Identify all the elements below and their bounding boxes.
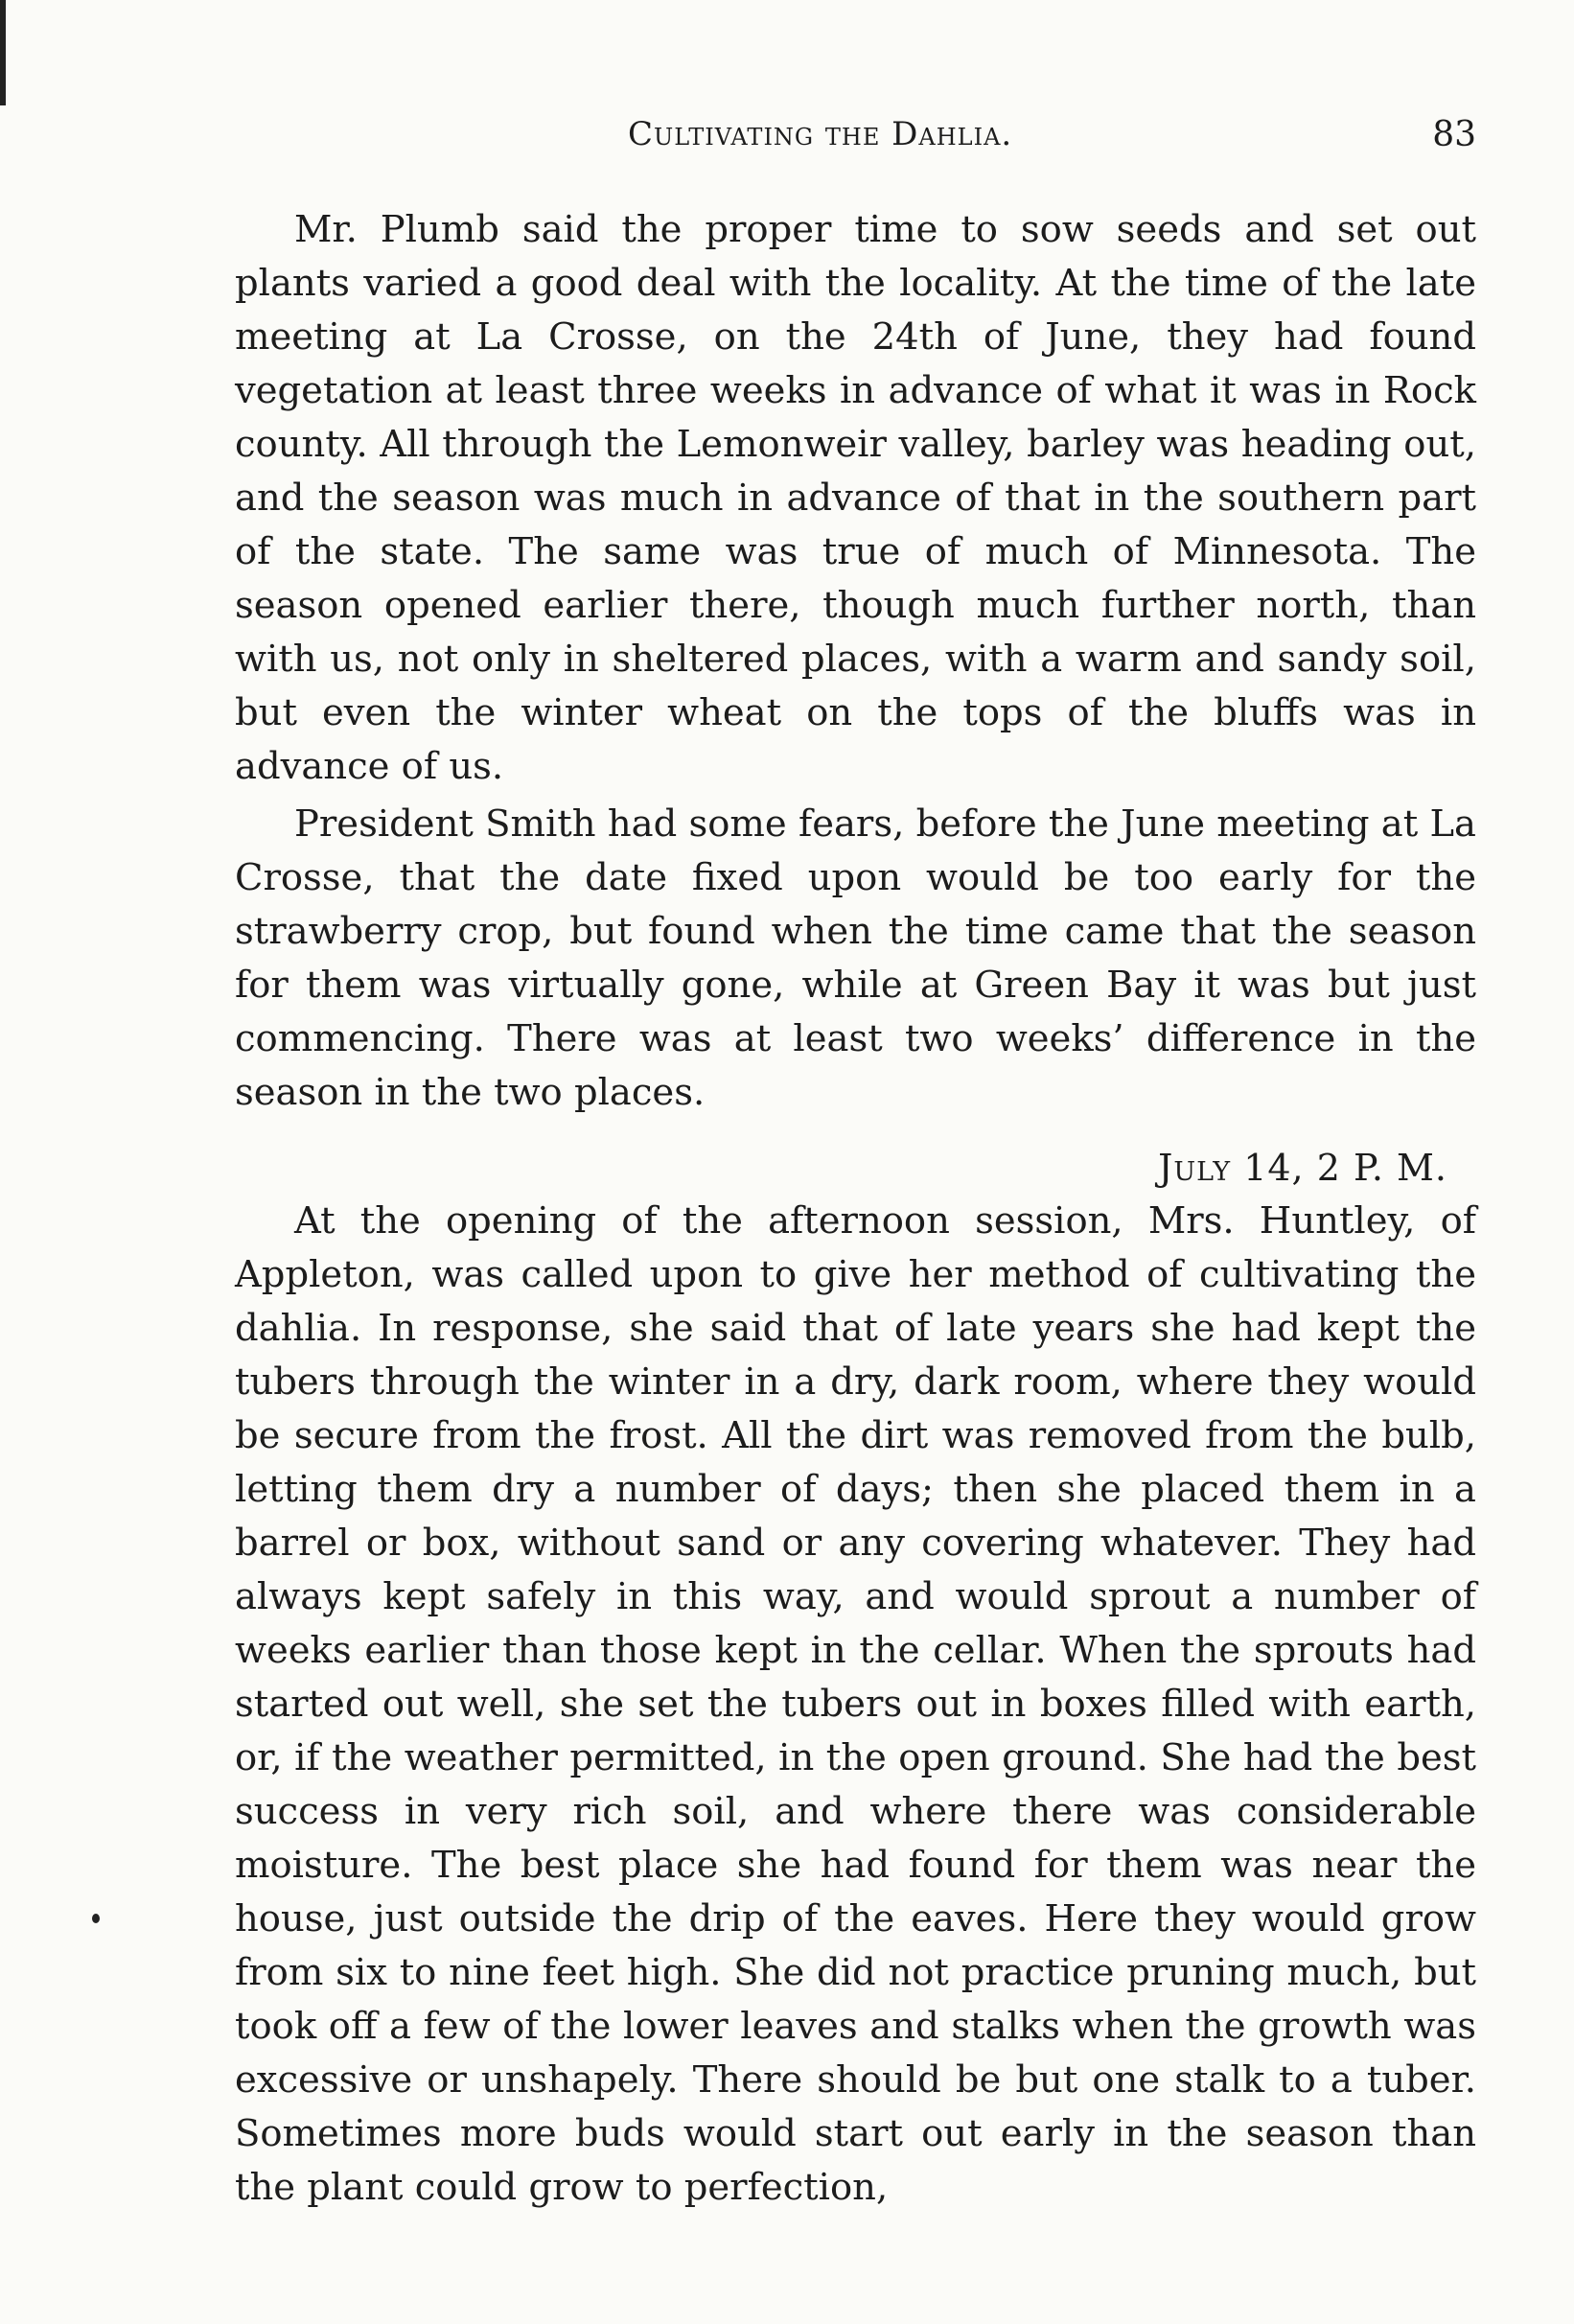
binding-edge	[0, 0, 6, 105]
paragraph-smith: President Smith had some fears, before the June meeting at La Crosse, that the date fixed upon would be too early for the strawberry crop, but found when the time came that the season for them was virtually gone, while at Green Bay it was but just commencing. There was at least two weeks’ difference in the season in the two places.	[235, 802, 1476, 1114]
margin-mark	[92, 1914, 100, 1923]
running-title: Cultivating the Dahlia.	[628, 115, 1013, 153]
running-header	[235, 115, 1476, 182]
dateline-time: 14, 2 P. M.	[1231, 1147, 1447, 1189]
session-dateline	[235, 1141, 1447, 1195]
book-page	[235, 115, 1476, 2215]
paragraph-plumb: Mr. Plumb said the proper time to sow seeds and set out plants varied a good deal with the locality. At the time of the late meeting at La Crosse, on the 24th of June, they had found vegetation at least three weeks in advance of what it was in Rock county. All through the Lemonweir valley, barley was heading out, and the season was much in advance of that in the southern part of the state. The same was true of much of Minnesota. The season opened earlier there, though much further north, than with us, not only in sheltered places, with a warm and sandy soil, but even the winter wheat on the tops of the bluffs was in advance of us.	[235, 208, 1476, 788]
body-text	[235, 203, 1476, 2215]
paragraph-huntley: At the opening of the afternoon session, Mrs. Huntley, of Appleton, was called upon to give her method of cultivating the dahlia. In response, she said that of late years she had kept the tubers through the winter in a dry, dark room, where they would be secure from the frost. All the dirt was removed from the bulb, letting them dry a number of days; then she placed them in a barrel or box, without sand or any covering whatever. They had always kept safely in this way, and would sprout a number of weeks earlier than those kept in the cellar. When the sprouts had started out well, she set the tubers out in boxes filled with earth, or, if the weather permitted, in the open ground. She had the best success in very rich soil, and where there was considerable moisture. The best place she had found for them was near the house, just outside the drip of the eaves. Here they would grow from six to nine feet high. She did not practice pruning much, but took off a few of the lower leaves and stalks when the growth was excessive or unshapely. There should be but one stalk to a tuber. Sometimes more buds would start out early in the season than the plant could grow to perfection,	[235, 1199, 1476, 2209]
dateline-month: July	[1158, 1147, 1232, 1189]
page-number: 83	[1432, 115, 1476, 154]
